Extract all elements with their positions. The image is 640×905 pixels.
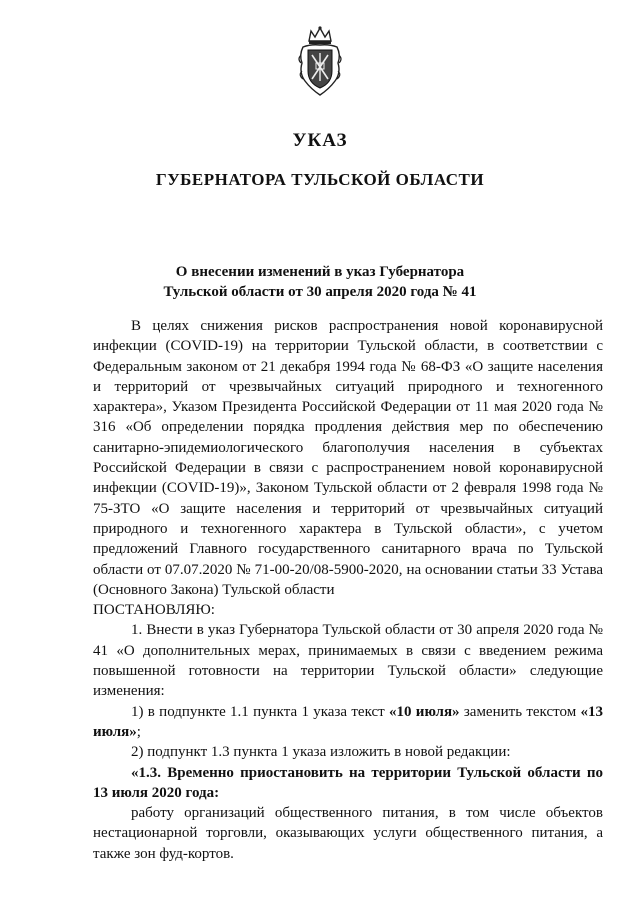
- subitem-1-new-date: «13 июля»: [93, 703, 603, 740]
- coat-of-arms-icon: [295, 25, 345, 97]
- subitem-1-old-date: «10 июля»: [389, 703, 460, 720]
- subitem-1-text-e: ;: [136, 723, 141, 740]
- document-subject: [120, 262, 520, 302]
- subject-line-1: О внесении изменений в указ Губернатора: [175, 264, 465, 280]
- subitem-2-paragraph: 2) подпункт 1.3 пункта 1 указа изложить в новой редакции:: [131, 744, 511, 761]
- subitem-2-bold-heading: «1.3. Временно приостановить на территории Тульской области по 13 июля 2020 года:: [93, 764, 603, 801]
- subitem-1-text-a: 1) в подпункте 1.1 пункта 1 указа текст: [131, 703, 389, 720]
- subject-line-2: Тульской области от 30 апреля 2020 года № 41: [163, 284, 477, 300]
- document-body: [93, 316, 603, 864]
- preamble-paragraph: В целях снижения рисков распространения новой коронавирусной инфекции (COVID-19) на территории Тульской области, в соответствии с Федеральным законом от 21 декабря 1994 года № 68-ФЗ «О защите населения и территорий от чрезвычайных ситуаций природного и техногенного характера», Указом Президента Российской Федерации от 11 мая 2020 года № 316 «Об определении порядка продления действия мер по обеспечению санитарно-эпидемиологического благополучия населения в субъектах Российской Федерации в связи с распространением новой коронавирусной инфекции (COVID-19)», Законом Тульской области от 2 февраля 1998 года № 75-ЗТО «О защите населения и территорий от чрезвычайных ситуаций природного и техногенного характера в Тульской области», с учетом предложений Главного государственного санитарного врача по Тульской области от 07.07.2020 № 71-00-20/08-5900-2020, на основании статьи 33 Устава (Основного Закона) Тульской области: [93, 318, 603, 598]
- subitem-2-text: работу организаций общественного питания, в том числе объектов нестационарной торговли, оказывающих услуги общественного питания, а также зон фуд-кортов.: [93, 805, 603, 862]
- document-title: УКАЗ: [292, 130, 348, 151]
- subitem-1-paragraph: [93, 702, 603, 743]
- document-issuer: ГУБЕРНАТОРА ТУЛЬСКОЙ ОБЛАСТИ: [155, 170, 485, 189]
- subitem-1-text-c: заменить текстом: [459, 703, 581, 720]
- decree-word: ПОСТАНОВЛЯЮ:: [93, 602, 215, 619]
- item-1-paragraph: 1. Внести в указ Губернатора Тульской области от 30 апреля 2020 года № 41 «О дополнительных мерах, принимаемых в связи с введением режима повышенной готовности на территории Тульской области» следующие изменения:: [93, 622, 603, 700]
